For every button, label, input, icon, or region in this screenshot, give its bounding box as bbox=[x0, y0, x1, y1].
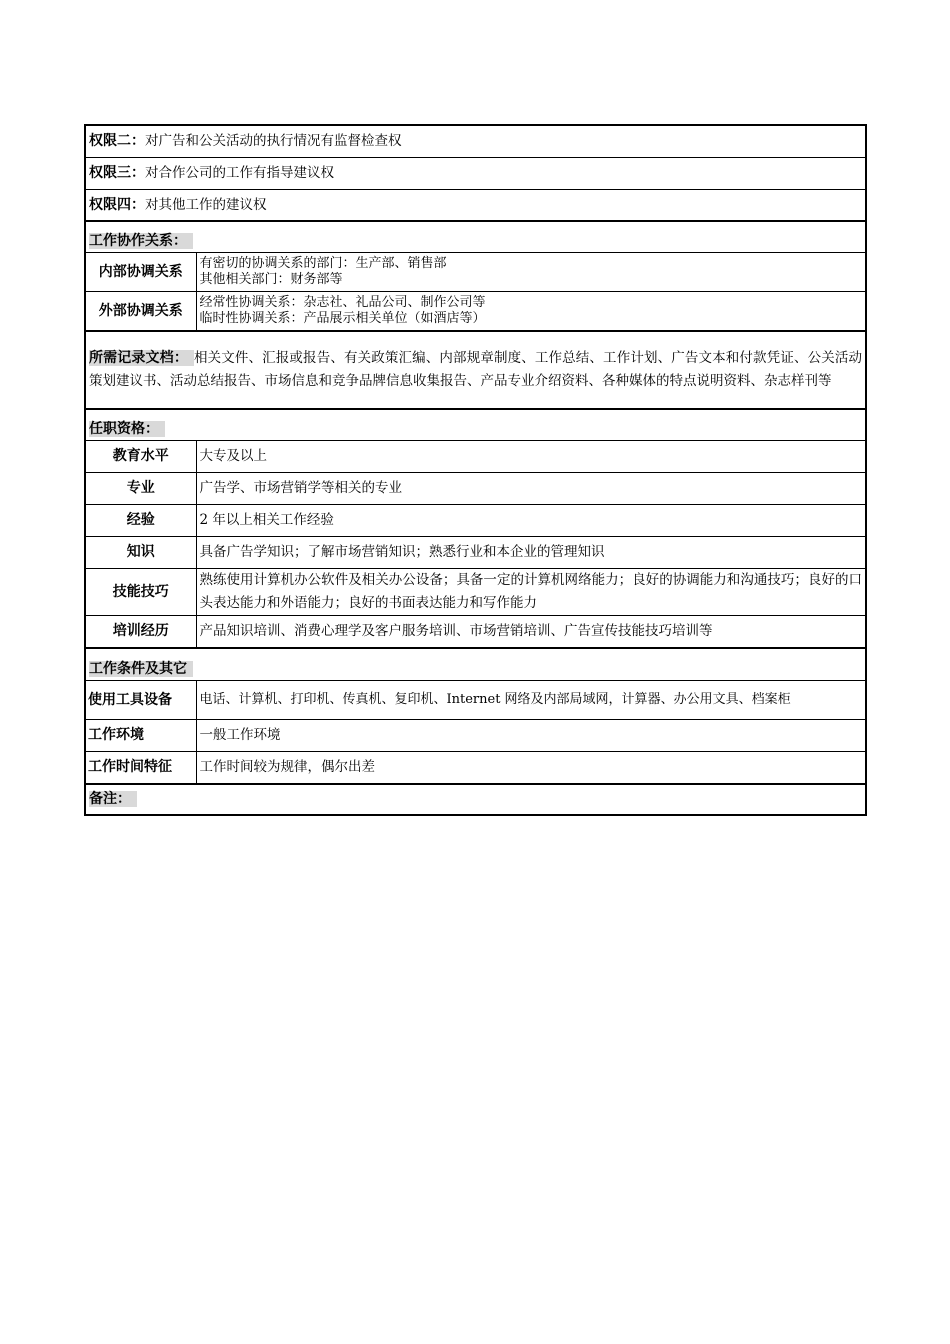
internal-coordination-line2: 其他相关部门：财务部等 bbox=[199, 272, 343, 287]
tools-label: 使用工具设备 bbox=[85, 681, 196, 720]
major-value: 广告学、市场营销学等相关的专业 bbox=[196, 473, 866, 505]
permission-label: 权限三： bbox=[89, 165, 145, 181]
hours-value: 工作时间较为规律，偶尔出差 bbox=[196, 752, 866, 785]
training-value: 产品知识培训、消费心理学及客户服务培训、市场营销培训、广告宣传技能技巧培训等 bbox=[196, 616, 866, 649]
records-row bbox=[85, 331, 866, 409]
qualifications-title: 任职资格： bbox=[89, 421, 165, 437]
permission-text: 对合作公司的工作有指导建议权 bbox=[145, 165, 334, 181]
environment-value: 一般工作环境 bbox=[196, 720, 866, 752]
permission-row-2 bbox=[85, 125, 866, 158]
internal-coordination-line1: 有密切的协调关系的部门：生产部、销售部 bbox=[199, 256, 447, 271]
cooperation-title: 工作协作关系： bbox=[89, 233, 193, 249]
education-value: 大专及以上 bbox=[196, 441, 866, 473]
external-coordination-label: 外部协调关系 bbox=[85, 292, 196, 332]
major-row bbox=[85, 473, 866, 505]
environment-label: 工作环境 bbox=[85, 720, 196, 752]
environment-row bbox=[85, 720, 866, 752]
cooperation-header-row bbox=[85, 221, 866, 253]
internal-coordination-row bbox=[85, 253, 866, 292]
education-label: 教育水平 bbox=[85, 441, 196, 473]
permission-row-4 bbox=[85, 190, 866, 222]
remarks-row bbox=[85, 784, 866, 815]
knowledge-row bbox=[85, 537, 866, 569]
external-coordination-row bbox=[85, 292, 866, 332]
conditions-header-row bbox=[85, 648, 866, 681]
permission-label: 权限四： bbox=[89, 196, 145, 213]
training-label: 培训经历 bbox=[85, 616, 196, 649]
internal-coordination-label: 内部协调关系 bbox=[85, 253, 196, 292]
qualifications-header-row bbox=[85, 409, 866, 441]
job-description-table bbox=[84, 124, 867, 816]
hours-row bbox=[85, 752, 866, 785]
experience-label: 经验 bbox=[85, 505, 196, 537]
external-coordination-line1: 经常性协调关系：杂志社、礼品公司、制作公司等 bbox=[199, 295, 486, 310]
education-row bbox=[85, 441, 866, 473]
remarks-label: 备注： bbox=[89, 791, 137, 807]
tools-value: 电话、计算机、打印机、传真机、复印机、Internet 网络及内部局域网，计算器、办公用文具、档案柜 bbox=[196, 681, 866, 720]
job-description-sheet bbox=[84, 124, 865, 816]
conditions-title: 工作条件及其它 bbox=[89, 661, 193, 677]
external-coordination-line2: 临时性协调关系：产品展示相关单位（如酒店等） bbox=[199, 311, 486, 326]
experience-value: 2 年以上相关工作经验 bbox=[196, 505, 866, 537]
major-label: 专业 bbox=[85, 473, 196, 505]
knowledge-value: 具备广告学知识；了解市场营销知识；熟悉行业和本企业的管理知识 bbox=[196, 537, 866, 569]
training-row bbox=[85, 616, 866, 649]
permission-label: 权限二： bbox=[89, 133, 145, 149]
permission-row-3 bbox=[85, 158, 866, 190]
skills-value: 熟练使用计算机办公软件及相关办公设备；具备一定的计算机网络能力；良好的协调能力和沟通技巧；良好的口头表达能力和外语能力；良好的书面表达能力和写作能力 bbox=[196, 569, 866, 616]
records-text: 相关文件、汇报或报告、有关政策汇编、内部规章制度、工作总结、工作计划、广告文本和付款凭证、公关活动策划建议书、活动总结报告、市场信息和竞争品牌信息收集报告、产品专业介绍资料、各种媒体的特点说明资料、杂志样刊等 bbox=[89, 350, 863, 389]
skills-label: 技能技巧 bbox=[85, 569, 196, 616]
experience-row bbox=[85, 505, 866, 537]
skills-row bbox=[85, 569, 866, 616]
permission-text: 对其他工作的建议权 bbox=[145, 196, 267, 213]
records-label: 所需记录文档： bbox=[89, 350, 194, 366]
tools-row bbox=[85, 681, 866, 720]
permission-text: 对广告和公关活动的执行情况有监督检查权 bbox=[145, 133, 402, 149]
knowledge-label: 知识 bbox=[85, 537, 196, 569]
hours-label: 工作时间特征 bbox=[85, 752, 196, 785]
